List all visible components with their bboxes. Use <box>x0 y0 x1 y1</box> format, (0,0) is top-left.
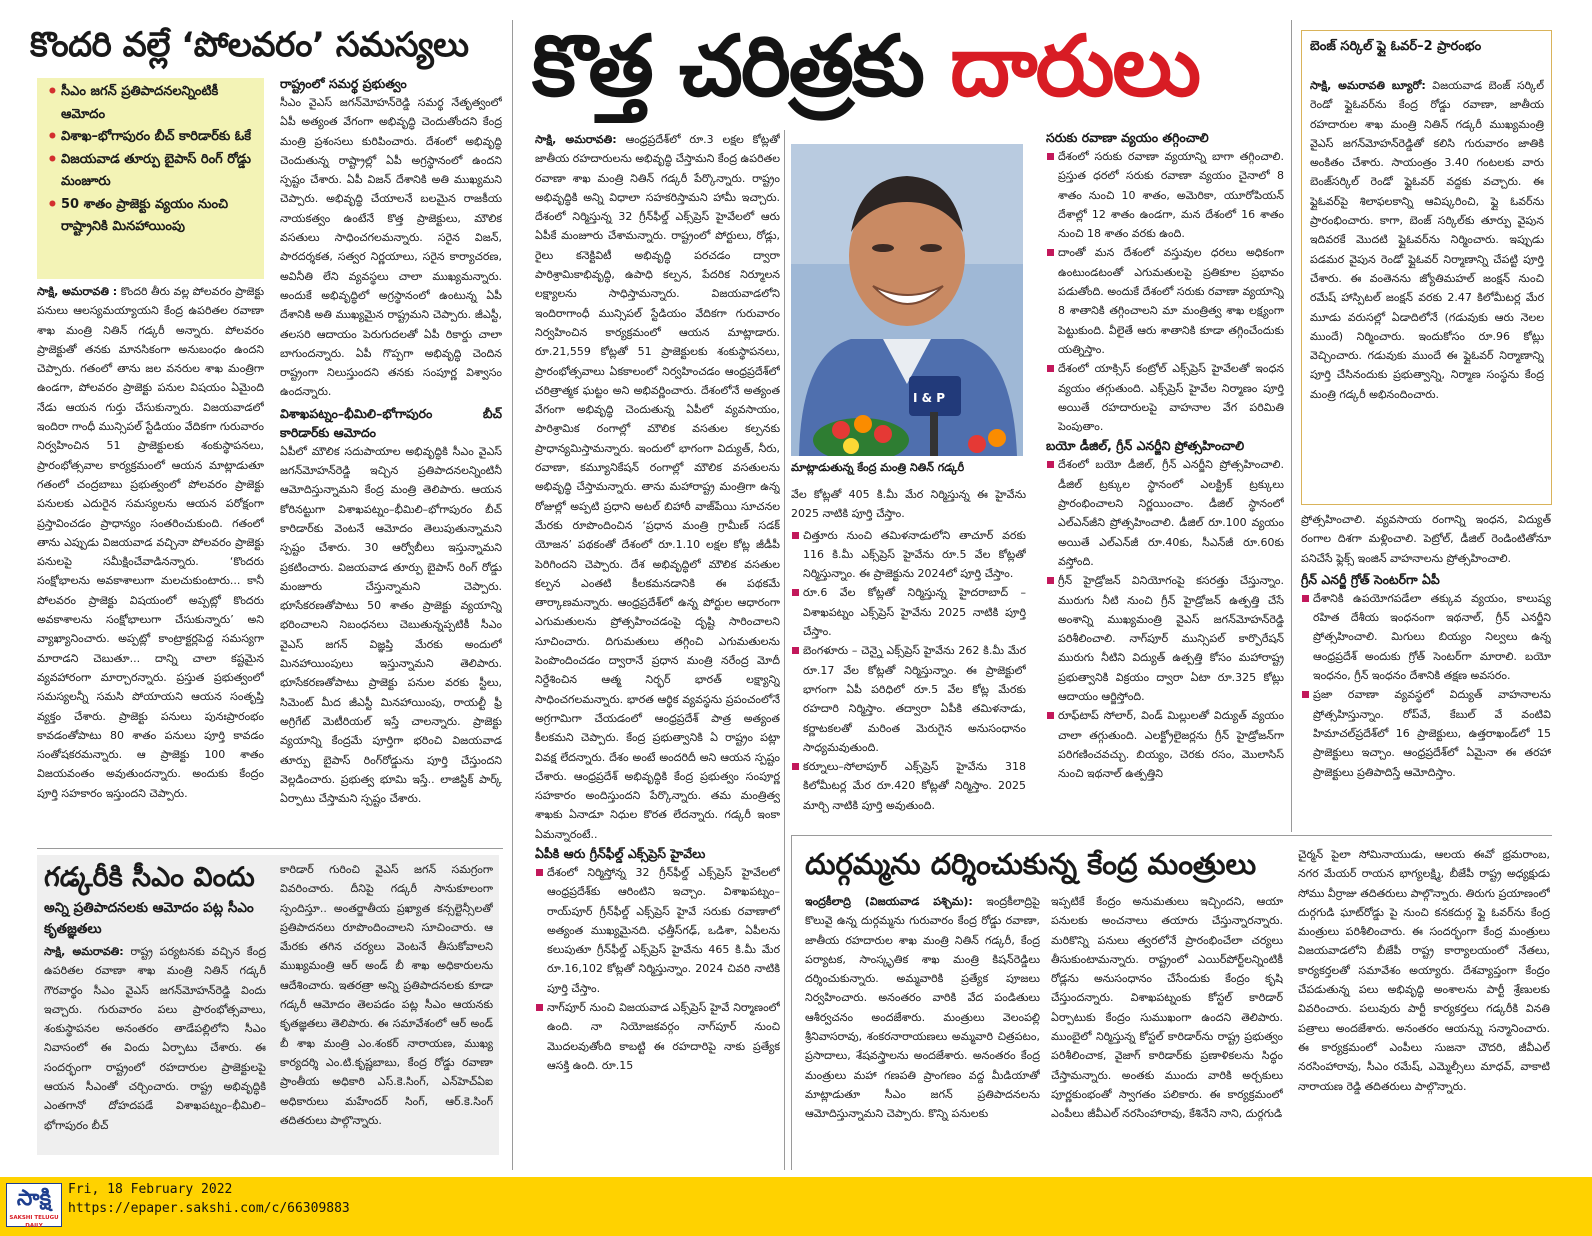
bullet-item: దేశంలో సరుకు రవాణా వ్యయాన్ని బాగా తగ్గించాలి. ప్రస్తుత ధరలో సరుకు రవాణా వ్యయం చైనాలో 8 శాతం నుంచి 10 శాతం, అమెరికా, యూరోపియన్‌ దేశాల్లో 12 శాతం ఉండగా, మన దేశంలో 16 శాతం నుంచి 18 శాతం వరకు ఉంది. <box>1046 147 1284 243</box>
sakshi-logo[interactable] <box>6 1183 62 1227</box>
bullet-item: దేశంలో నిర్మిస్తోన్న 32 గ్రీన్‌ఫీల్డ్‌ ఎక్స్‌ప్రెస్‌ హైవేలలో ఆంధ్రప్రదేశ్‌కు ఆరింటిని ఇచ్చాం. విశాఖపట్నం–రాయ్‌పూర్‌ గ్రీన్‌ఫీల్డ్‌ ఎక్స్‌ప్రెస్‌ హైవే సరుకు రవాణాలో అత్యంత ముఖ్యమైనది. ఛత్తీస్‌గఢ్, ఒడిశా, ఏపీలను కలుపుతూ గ్రీన్‌ఫీల్డ్‌ ఎక్స్‌ప్రెస్‌ హైవేను 465 కి.మీ మేర రూ.16,102 కోట్లతో నిర్మిస్తున్నాం. 2024 చివరి నాటికి పూర్తి చేస్తాం. <box>535 863 780 998</box>
gadkari-dinner-column-1 <box>44 942 266 1150</box>
column-divider <box>1291 20 1292 832</box>
bullet-item: రూ.6 వేల కోట్లతో నిర్మిస్తున్న హైదరాబాద్‌ – విశాఖపట్నం ఎక్స్‌ప్రెస్‌ హైవేను 2025 నాటికి పూర్తి చేస్తాం. <box>791 583 1026 641</box>
durga-story-column-2 <box>1051 892 1283 1170</box>
dateline: సాక్షి, అమరావతి : <box>37 285 118 298</box>
banner-text-black: కొత్త చరిత్రకు <box>532 17 923 115</box>
gadkari-dinner-subheading: అన్ని ప్రతిపాదనలకు ఆమోదం పట్ల సీఎం కృతజ్ఞతలు <box>44 900 254 937</box>
highlight-item: • విజయవాడ తూర్పు బైపాస్‌ రింగ్‌ రోడ్డు మంజూరు <box>47 149 256 194</box>
left-story-headline: కొందరి వల్లే ‘పోలవరం’ సమస్యలు <box>30 25 469 65</box>
subheading: ఏపీకి ఆరు గ్రీన్‌ఫీల్డ్‌ ఎక్స్‌ప్రెస్‌ హైవేలు <box>535 845 706 861</box>
portrait-illustration <box>791 144 1023 456</box>
article-text: ఏపీలో మౌలిక సదుపాయాల అభివృద్ధికి సీఎం వైఎస్‌ జగన్‌మోహన్‌రెడ్డి ఇచ్చిన ప్రతిపాదనలన్నింటినీ ఆమోదిస్తున్నామని కేంద్ర మంత్రి తెలిపారు. ఆయన కోరినట్టుగా విశాఖపట్నం–భీమిలి–భోగాపురం బీచ్‌ కారిడార్‌కు వెంటనే ఆమోదం తెలుపుతున్నామని స్పష్టం చేశారు. 30 ఆర్వోబీలు ఇస్తున్నామని ప్రకటించారు. విజయవాడ తూర్పు బైపాస్‌ రింగ్‌ రోడ్డు మంజూరు చేస్తున్నామని చెప్పారు. భూసేకరణతోపాటు 50 శాతం ప్రాజెక్టు వ్యయాన్ని భరించాలని నిబంధనలు చెబుతున్నప్పటికీ సీఎం వైఎస్‌ జగన్‌ విజ్ఞప్తి మేరకు అందులో మినహాయింపులు ఇస్తున్నామని తెలిపారు. భూసేకరణతోపాటు ప్రాజెక్టు పనుల వరకు స్టీలు, సిమెంట్‌ మీద జీఎస్టీ మినహాయింపు, రాయల్టీ ఫ్రీ అగ్రిగేట్‌ మెటీరియల్‌ ఇస్తే చాలన్నారు. ప్రాజెక్టు వ్యయాన్ని కేంద్రమే పూర్తిగా భరించి విజయవాడ తూర్పు బైపాస్‌ రింగ్‌రోడ్డును పూర్తి చేస్తుందని వెల్లడించారు. ప్రభుత్వ భూమి ఇస్తే.. లాజిస్టిక్‌ పార్క్‌ ఏర్పాటు చేస్తామని స్పష్టం చేశారు. <box>280 444 502 806</box>
article-text: ప్రోత్సహించాలి. వ్యవసాయ రంగాన్ని ఇంధన, విద్యుత్‌ రంగాల దిశగా మళ్లించాలి. పెట్రోల్, డీజిల్‌ రెండింటితోనూ పనిచేసే ఫ్లెక్స్‌ ఇంజిన్‌ వాహనాలను ప్రోత్సహించాలి. <box>1301 513 1551 565</box>
bullet-item: దాంతో మన దేశంలో వస్తువుల ధరలు అధికంగా ఉంటుండటంతో ఎగుమతులపై ప్రతికూల ప్రభావం పడుతోంది. అందుకే దేశంలో సరుకు రవాణా వ్యయాన్ని 8 శాతానికి తగ్గించాలని మా మంత్రిత్వ శాఖ లక్ష్యంగా పెట్టుకుంది. వీలైతే ఆరు శాతానికి కూడా తగ్గించేందుకు యత్నిస్తాం. <box>1046 243 1284 359</box>
section-divider <box>37 848 503 849</box>
banner-text-red: దారులు <box>950 17 1200 115</box>
box-border <box>791 835 792 1170</box>
main-story-column-1 <box>535 130 780 1170</box>
highlight-item: • సీఎం జగన్‌ ప్రతిపాదనలన్నింటికీ ఆమోదం <box>47 81 256 126</box>
article-text: సీఎం వైఎస్‌ జగన్‌మోహన్‌రెడ్డి సమర్థ నేతృత్వంలో ఏపీ అత్యంత వేగంగా అభివృద్ధి చెందుతోందని కేంద్ర మంత్రి ప్రశంసలు కురిపించారు. దేశంలో అభివృద్ధి చెందుతున్న రాష్ట్రాల్లో ఏపీ అగ్రస్థానంలో ఉందని స్పష్టం చేశారు. ఏపీ విజన్‌ దేశానికి అతి ముఖ్యమని చెప్పారు. అభివృద్ధి చేయాలనే బలమైన రాజకీయ నాయకత్వం ఉంటేనే కొత్త ప్రాజెక్టులు, మౌలిక వసతులు సాధించగలమన్నారు. సరైన విజన్, పారదర్శకత, సత్వర నిర్ణయాలు, సరైన కార్యాచరణ, అవినీతి లేని వ్యవస్థలు చాలా ముఖ్యమన్నారు. అందుకే అభివృద్ధిలో అగ్రస్థానంలో ఉంటున్న ఏపీ దేశానికి అతి ముఖ్యమైన రాష్ట్రమని చెప్పారు. జీఎస్టీ, తలసరి ఆదాయం పెరుగుదలతో ఏపీ రికార్డు చాలా బాగుందన్నారు. ఏపీ గొప్పగా అభివృద్ధి చెందిన రాష్ట్రంగా నిలుస్తుందని తనకు సంపూర్ణ విశ్వాసం ఉందన్నారు. <box>280 96 502 399</box>
subheading: రాష్ట్రంలో సమర్థ ప్రభుత్వం <box>280 76 407 91</box>
main-banner-headline <box>532 16 1292 116</box>
left-story-column-2 <box>280 74 502 844</box>
epaper-footer <box>0 1177 1592 1236</box>
article-text: కారిడార్‌ గురించి వైఎస్‌ జగన్‌ సమగ్రంగా వివరించారు. దీనిపై గడ్కరీ సానుకూలంగా స్పందిస్తూ.. అంతర్జాతీయ ప్రఖ్యాత కన్సల్టెన్సీలతో ప్రతిపాదనలు రూపొందించాలని సూచించారు. ఆ మేరకు తగిన చర్యలు వెంటనే తీసుకోవాలని ముఖ్యమంత్రి ఆర్‌ అండ్‌ బీ శాఖ అధికారులను ఆదేశించారు. ఇతరత్రా అన్ని ప్రతిపాదనలకు కూడా గడ్కరీ ఆమోదం తెలపడం పట్ల సీఎం ఆయనకు కృతజ్ఞతలు తెలిపారు. ఈ సమావేశంలో ఆర్‌ అండ్‌ బీ శాఖ మంత్రి ఎం.శంకర్‌ నారాయణ, ముఖ్య కార్యదర్శి ఎం.టి.కృష్ణబాబు, కేంద్ర రోడ్డు రవాణా ప్రాంతీయ అధికారి ఎస్‌.కె.సింగ్, ఎన్‌హెచ్‌ఏఐ అధికారులు మహేందర్‌ సింగ్, ఆర్‌.కె.సింగ్‌ తదితరులు పాల్గొన్నారు. <box>280 863 493 1127</box>
dateline: సాక్షి, అమరావతి: <box>44 945 124 958</box>
main-story-column-2 <box>791 485 1026 830</box>
bullet-item: చిత్తూరు నుంచి తమిళనాడులోని తాచూర్‌ వరకు 116 కి.మీ ఎక్స్‌ప్రెస్‌ హైవేను రూ.5 వేల కోట్లతో నిర్మిస్తున్నాం. ఈ ప్రాజెక్టును 2024లో పూర్తి చేస్తాం. <box>791 526 1026 584</box>
left-story-highlights <box>37 78 264 279</box>
section-divider <box>791 835 1552 836</box>
bullet-item: దేశంలో యాక్సిస్‌ కంట్రోల్‌ ఎక్స్‌ప్రెస్‌ హైవేలతో ఇంధన వ్యయం తగ్గుతుంది. ఎక్స్‌ప్రెస్‌ హైవేల నిర్మాణం పూర్తి అయితే రహదారులపై వాహనాల వేగ పరిమితి పెంపుతాం. <box>1046 359 1284 436</box>
durga-story-column-1 <box>805 892 1040 1170</box>
benz-circle-column <box>1310 76 1544 500</box>
bullet-item: రూఫ్‌టాప్‌ సోలార్, విండ్‌ మిల్లులతో విద్యుత్‌ వ్యయం చాలా తగ్గుతుంది. ఎలక్ట్రోలైజర్లను గ్రీన్‌ హైడ్రోజన్‌గా పరిగణించవచ్చు. బియ్యం, చెరకు రసం, మొలాసిస్‌ నుంచి ఇథనాల్‌ ఉత్పత్తిని <box>1046 706 1284 783</box>
bullet-item: కర్నూలు–సోలాపూర్‌ ఎక్స్‌ప్రెస్‌ హైవేను 318 కిలోమీటర్ల మేర రూ.420 కోట్లతో నిర్మిస్తాం. 2025 మార్చి నాటికి పూర్తి అవుతుంది. <box>791 757 1026 815</box>
bullet-item: గ్రీన్‌ హైడ్రోజన్‌ వినియోగంపై కసరత్తు చేస్తున్నాం. మురుగు నీటి నుంచి గ్రీన్‌ హైడ్రోజన్‌ ఉత్పత్తి చేసే అంశాన్ని ముఖ్యమంత్రి వైఎస్‌ జగన్‌మోహన్‌రెడ్డి పరిశీలించాలి. నాగ్‌పూర్‌ మున్సిపల్‌ కార్పొరేషన్‌ మురుగు నీటిని విద్యుత్‌ ఉత్పత్తి కోసం మహారాష్ట్ర ప్రభుత్వానికి విక్రయం ద్వారా ఏటా రూ.325 కోట్లు ఆదాయం ఆర్జిస్తోంది. <box>1046 571 1284 706</box>
epaper-link[interactable]: https://epaper.sakshi.com/c/66309883 <box>68 1201 350 1216</box>
photo-caption: మాట్లాడుతున్న కేంద్ర మంత్రి నితిన్‌ గడ్కరీ <box>791 461 965 474</box>
gadkari-dinner-headline: గడ్కరీకి సీఎం విందు <box>44 862 255 893</box>
logo-wordmark: సాక్షి <box>16 1186 52 1211</box>
bullet-item: ప్రజా రవాణా వ్యవస్థలో విద్యుత్‌ వాహనాలను ప్రోత్సహిస్తున్నాం. రోప్‌వే, కేబుల్‌ వే వంటివి హిమాచల్‌ప్రదేశ్‌లో 16 ప్రాజెక్టులు, ఉత్తరాఖండ్‌లో 15 ప్రాజెక్టులు ఇచ్చాం. ఆంధ్రప్రదేశ్‌లో ఏమైనా ఈ తరహా ప్రాజెక్టులు ప్రతిపాదిస్తే ఆమోదిస్తాం. <box>1301 685 1551 781</box>
dateline: సాక్షి, అమరావతి బ్యూరో: <box>1310 79 1426 92</box>
dateline: సాక్షి, అమరావతి: <box>535 133 617 146</box>
bullet-item: నాగ్‌పూర్‌ నుంచి విజయవాడ ఎక్స్‌ప్రెస్‌ హైవే నిర్మాణంలో ఉంది. నా నియోజకవర్గం నాగ్‌పూర్‌ నుంచి మొదలవుతోంది కాబట్టి ఈ రహదారిపై నాకు ప్రత్యేక ఆసక్తి ఉంది. రూ.15 <box>535 998 780 1075</box>
benz-circle-headline: బెంజ్‌ సర్కిల్‌ ఫ్లై ఓవర్‌–2 ప్రారంభం <box>1310 39 1482 54</box>
main-story-column-4 <box>1301 510 1551 832</box>
gadkari-photo <box>791 144 1023 456</box>
dateline: ఇంద్రకీలాద్రి (విజయవాడ పశ్చిమ): <box>805 895 973 908</box>
left-story-column-1 <box>37 282 264 840</box>
highlight-item: • విశాఖ–భోగాపురం బీచ్‌ కారిడార్‌కు ఓకే <box>47 126 256 149</box>
article-text: వేల కోట్లతో 405 కి.మీ మేర నిర్మిస్తున్న ఈ హైవేను 2025 నాటికి పూర్తి చేస్తాం. <box>791 488 1026 521</box>
article-text: కొందరి తీరు వల్ల పోలవరం ప్రాజెక్టు పనులు ఆలస్యమయ్యాయని కేంద్ర ఉపరితల రవాణా శాఖ మంత్రి నితిన్‌ గడ్కరీ అన్నారు. పోలవరం ప్రాజెక్టుతో తనకు మానసికంగా అనుబంధం ఉందని చెప్పారు. గతంలో తాను జల వనరుల శాఖ మంత్రిగా ఉండగా, పోలవరం ప్రాజెక్టు పనుల విషయం ఏమైంది నేడు ఆయన గుర్తు చేసుకున్నారు. విజయవాడలో ఇందిరా గాంధీ మున్సిపల్‌ స్టేడియం వేదికగా గురువారం నిర్వహించిన 51 ప్రాజెక్టులకు శంకుస్థాపనలు, ప్రారంభోత్సవాల కార్యక్రమంలో ఆయన మాట్లాడుతూ గతంలో చంద్రబాబు ప్రభుత్వంలో పోలవరం ప్రాజెక్టు పనులకు ఎదురైన సమస్యలను ఆయన పరోక్షంగా ప్రస్తావించడం ప్రాధాన్యం సంతరించుకుంది. గతంలో తాను ఎప్పుడు విజయవాడ వచ్చినా పోలవరం ప్రాజెక్టు పనులపై సమీక్షించేవాడినన్నారు. ‘కొందరు సంక్షోభాలను అవకాశాలుగా మలచుకుంటారు... కానీ పోలవరం ప్రాజెక్టు విషయంలో అప్పట్లో కొందరు అవకాశాలను సంక్షోభాలుగా చేసుకున్నారు’ అని వ్యాఖ్యానించారు. అప్పట్లో కాంట్రాక్టర్లపెద్ద సమస్యగా మారాడని చెబుతూ... దాన్ని చాలా కష్టమైన వ్యవహారంగా మార్చారన్నారు. ప్రస్తుత ప్రభుత్వంలో సమస్యలన్నీ సమసి పోయాయని ఆయన సంతృప్తి వ్యక్తం చేశారు. ప్రాజెక్టు పనులు పునఃప్రారంభం కావడంతోపాటు 80 శాతం పనులు పూర్తి కావడం సంతోషకరమన్నారు. ఆ ప్రాజెక్టు 100 శాతం విజయవంతం అవుతుందన్నారు. అందుకు కేంద్రం పూర్తి సహకారం ఇస్తుందని చెప్పారు. <box>37 285 264 800</box>
article-text: ఇంద్రకీలాద్రిపై కొలువై ఉన్న దుర్గమ్మను గురువారం కేంద్ర రోడ్డు రవాణా, జాతీయ రహదారుల శాఖ మంత్రి నితిన్‌ గడ్కరీ, కేంద్ర పర్యాటక, సాంస్కృతిక శాఖ మంత్రి కిషన్‌రెడ్డిలు దర్శించుకున్నారు. అమ్మవారికి ప్రత్యేక పూజలు నిర్వహించారు. అనంతరం వారికి వేద పండితులు ఆశీర్వచనం అందజేశారు. మంత్రులు వెలంపల్లి శ్రీనివాసరావు, శంకరనారాయణలు అమ్మవారి చిత్రపటం, ప్రసాదాలు, శేషవస్త్రాలను అందజేశారు. అనంతరం కేంద్ర మంత్రులు మహా గణపతి ప్రాంగణం వద్ద మీడియాతో మాట్లాడుతూ సీఎం జగన్‌ ప్రతిపాదనలను ఆమోదిస్తున్నామని చెప్పారు. కొన్ని పనులకు <box>805 895 1040 1121</box>
article-text: చైర్మన్‌ పైలా సోమినాయుడు, ఆలయ ఈవో భ్రమరాంబ, నగర మేయర్‌ రాయన భాగ్యలక్ష్మి, బీజేపీ రాష్ట్ర అధ్యక్షుడు సోము వీర్రాజు తదితరులు పాల్గొన్నారు. తిరుగు ప్రయాణంలో దుర్గగుడి ఘాట్‌రోడ్డు పై నుంచి కనకదుర్గ ఫ్లై ఓవర్‌ను కేంద్ర మంత్రులు పరిశీలించారు. ఈ సందర్భంగా కేంద్ర మంత్రులు విజయవాడలోని బీజేపీ రాష్ట్ర కార్యాలయంలో నేతలు, కార్యకర్తలతో సమావేశం అయ్యారు. దేశవ్యాప్తంగా కేంద్రం చేపడుతున్న పలు అభివృద్ధి అంశాలను పార్టీ శ్రేణులకు వివరించారు. పలువురు పార్టీ కార్యకర్తలు గడ్కరీకి వినతి పత్రాలు అందజేశారు. అనంతరం ఆయన్ను సన్మానించారు. ఈ కార్యక్రమంలో ఎంపీలు సుజనా చౌదరి, జీవీఎల్‌ నరసింహారావు, సీఎం రమేష్, ఎమ్మెల్సీలు మాధవ్, వాకాటి నారాయణ రెడ్డి తదితరులు పాల్గొన్నారు. <box>1298 848 1550 1093</box>
durga-story-column-3 <box>1298 845 1550 1170</box>
subheading: సరుకు రవాణా వ్యయం తగ్గించాలి <box>1046 130 1209 145</box>
article-text: రాష్ట్ర పర్యటనకు వచ్చిన కేంద్ర ఉపరితల రవాణా శాఖ మంత్రి నితిన్‌ గడ్కరీ గౌరవార్థం సీఎం వైఎస్‌ జగన్‌మోహన్‌రెడ్డి విందు ఇచ్చారు. గురువారం పలు ప్రారంభోత్సవాలు, శంకుస్థాపనల అనంతరం తాడేపల్లిలోని సీఎం నివాసంలో ఈ విందు ఏర్పాటు చేశారు. ఈ సందర్భంగా రాష్ట్రంలో రహదారుల ప్రాజెక్టులపై ఆయన సీఎంతో చర్చించారు. రాష్ట్ర అభివృద్ధికి ఎంతగానో దోహదపడే విశాఖపట్నం–భీమిలి–భోగాపురం బీచ్‌ <box>44 945 266 1132</box>
bullet-item: బెంగళూరు – చెన్నై ఎక్స్‌ప్రెస్‌ హైవేను 262 కి.మీ మేర రూ.17 వేల కోట్లతో నిర్మిస్తున్నాం. ఈ ప్రాజెక్టులో భాగంగా ఏపీ పరిధిలో రూ.5 వేల కోట్ల మేరకు రహదారి నిర్మిస్తాం. తద్వారా ఏపీకి తమిళనాడు, కర్ణాటకలతో మరింత మెరుగైన అనుసంధానం సాధ్యమవుతుంది. <box>791 641 1026 757</box>
article-text: ఇప్పటికే కేంద్రం అనుమతులు ఇచ్చిందని, ఆయా పనులకు అంచనాలు తయారు చేస్తున్నారన్నారు. మరికొన్ని పనులు త్వరలోనే ప్రారంభించేలా చర్యలు తీసుకుంటామన్నారు. రాష్ట్రంలో ఎయిర్‌పోర్ట్‌లన్నింటికీ రోడ్లను అనుసంధానం చేసేందుకు కేంద్రం కృషి చేస్తుందన్నారు. విశాఖపట్నంకు కోస్టల్‌ కారిడార్‌ ఏర్పాటుకు కేంద్రం సుముఖంగా ఉందని తెలిపారు. ముంబైలో నిర్మిస్తున్న కోస్టల్‌ కారిడార్‌ను రాష్ట్ర ప్రభుత్వం పరిశీలించాక, వైజాగ్‌ కారిడార్‌కు ప్రణాళికలను సిద్ధం చేస్తామన్నారు. అంతకు ముందు వారికి అర్చకులు పూర్ణకుంభంతో స్వాగతం పలికారు. ఈ కార్యక్రమంలో ఎంపీలు జీవీఎల్‌ నరసింహారావు, కేశినేని నాని, దుర్గగుడి <box>1051 895 1283 1121</box>
subheading: విశాఖపట్నం–భీమిలి–భోగాపురం బీచ్‌ కారిడార్‌కు ఆమోదం <box>280 405 502 440</box>
column-divider <box>784 130 785 1170</box>
main-story-column-3 <box>1046 128 1284 830</box>
subheading: బయో డీజిల్, గ్రీన్‌ ఎనర్జీని ప్రోత్సహించాలి <box>1046 438 1245 454</box>
bullet-item: దేశంలో బయో డీజిల్, గ్రీన్‌ ఎనర్జీని ప్రోత్సహించాలి. డీజిల్‌ ట్రక్కుల స్థానంలో ఎలక్ట్రిక్‌ ట్రక్కులు ప్రారంభించాలని నిర్ణయించాం. డీజిల్‌ స్థానంలో ఎల్‌ఎన్‌జీని ప్రోత్సహించాలి. డీజిల్‌ రూ.100 వ్యయం అయితే ఎల్‌ఎన్‌జీ రూ.40కు, సీఎన్‌జీ రూ.60కు వస్తోంది. <box>1046 455 1284 571</box>
edition-date: Fri, 18 February 2022 <box>68 1182 233 1197</box>
highlight-item: • 50 శాతం ప్రాజెక్టు వ్యయం నుంచి రాష్ట్రానికి మినహాయింపు <box>47 194 256 239</box>
article-text: ఆంధ్రప్రదేశ్‌లో రూ.3 లక్షల కోట్లతో జాతీయ రహదారులను అభివృద్ధి చేస్తామని కేంద్ర ఉపరితల రవాణా శాఖ మంత్రి నితిన్‌ గడ్కరీ పేర్కొన్నారు. రాష్ట్రం అభివృద్ధికి అన్ని విధాలా సహకరిస్తామని హామీ ఇచ్చారు. దేశంలో నిర్మిస్తున్న 32 గ్రీన్‌ఫీల్డ్‌ ఎక్స్‌ప్రెస్‌ హైవేలలో ఆరు ఏపీకే మంజూరు చేశామన్నారు. రాష్ట్రంలో పోర్టులు, రోడ్లు, రైలు కనెక్టివిటీ అభివృద్ధి పరచడం ద్వారా పారిశ్రామికాభివృద్ధి, ఉపాధి కల్పన, పేదరిక నిర్మూలన లక్ష్యాలను సాధిస్తామన్నారు. విజయవాడలోని ఇందిరాగాంధీ మున్సిపల్‌ స్టేడియం వేదికగా గురువారం నిర్వహించిన కార్యక్రమంలో ఆయన మాట్లాడారు. రూ.21,559 కోట్లతో 51 ప్రాజెక్టులకు శంకుస్థాపనలు, ప్రారంభోత్సవాలు ఏకకాలంలో నిర్వహించడం ఆంధ్రప్రదేశ్‌లో చరిత్రాత్మక ఘట్టం అని అభివర్ణించారు. దేశంలోనే అత్యంత వేగంగా అభివృద్ధి చెందుతున్న ఏపీలో వ్యవసాయం, పారిశ్రామిక రంగాల్లో మౌలిక వసతుల కల్పనకు ప్రాధాన్యమిస్తామన్నారు. ఇందులో భాగంగా విద్యుత్, నీరు, రవాణా, కమ్యూనికేషన్‌ రంగాల్లో మౌలిక వసతులను అభివృద్ధి చేస్తామన్నారు. తాను మహారాష్ట్ర మంత్రిగా ఉన్న రోజుల్లో అప్పటి ప్రధాని అటల్‌ బిహారీ వాజ్‌పేయి సూచనల మేరకు రూపొందించిన ‘ప్రధాన మంత్రి గ్రామీణ్‌ సడక్‌ యోజన’ పథకంతో దేశంలో రూ.1.10 లక్షల కోట్ల జీడీపీ పెరిగిందని చెప్పారు. దేశ అభివృద్ధిలో మౌలిక వసతుల కల్పన ఎంతటి కీలకమనడానికి ఈ పథకమే తార్కాణమన్నారు. ఆంధ్రప్రదేశ్‌లో ఉన్న పోర్టుల ఆధారంగా ఎగుమతులను ప్రోత్సహించడంపై దృష్టి సారించాలని సూచించారు. దిగుమతులు తగ్గించి ఎగుమతులను పెంపొందించడం ద్వారానే ప్రధాన మంత్రి నరేంద్ర మోదీ నిర్దేశించిన ఆత్మ నిర్భర్‌ భారత్‌ లక్ష్యాన్ని సాధించగలమన్నారు. భారత ఆర్థిక వ్యవస్థను ప్రపంచంలోనే అగ్రగామిగా చేయడంలో ఆంధ్రప్రదేశ్‌ పాత్ర అత్యంత కీలకమని చెప్పారు. కేంద్ర ప్రభుత్వానికి ఏ రాష్ట్రం పట్లా వివక్ష లేదన్నారు. దేశం అంటే అందరిదీ అని ఆయన స్పష్టం చేశారు. ఆంధ్రప్రదేశ్‌ అభివృద్ధికి కేంద్ర ప్రభుత్వం సంపూర్ణ సహకారం అందిస్తుందని పేర్కొన్నారు. తమ మంత్రిత్వ శాఖకు ఏనాడూ నిధుల కొరత లేదన్నారు. గడ్కరీ ఇంకా ఏమన్నారంటే.. <box>535 133 780 841</box>
mic-label: I & P <box>913 391 946 405</box>
column-divider <box>512 20 513 1170</box>
gadkari-dinner-column-2 <box>280 860 493 1150</box>
durga-story-headline: దుర్గమ్మను దర్శించుకున్న కేంద్ర మంత్రులు <box>805 847 1257 881</box>
subheading: గ్రీన్‌ ఎనర్జీ గ్రోత్‌ సెంటర్‌గా ఏపీ <box>1301 571 1440 587</box>
bullet-item: దేశానికి ఉపయోగపడేలా తక్కువ వ్యయం, కాలుష్య రహిత దేశీయ ఇంధనంగా ఇథనాల్, గ్రీన్‌ ఎనర్జీని ప్రోత్సహించాలి. మిగులు బియ్యం నిల్వలు ఉన్న ఆంధ్రప్రదేశ్‌ అందుకు గ్రోత్‌ సెంటర్‌గా మారాలి. బయో ఇంధనం, గ్రీన్‌ ఇంధనం దేశానికి తక్షణ అవసరం. <box>1301 589 1551 685</box>
article-text: విజయవాడ బెంజ్‌ సర్కిల్‌ రెండో ఫ్లైఓవర్‌ను కేంద్ర రోడ్డు రవాణా, జాతీయ రహదారుల శాఖ మంత్రి నితిన్‌ గడ్కరీ ముఖ్యమంత్రి వైఎస్‌ జగన్‌మోహన్‌రెడ్డితో కలిసి గురువారం జాతికి అంకితం చేశారు. సాయంత్రం 3.40 గంటలకు వారు బెంజ్‌సర్కిల్‌ రెండో ఫ్లైఓవర్‌ వద్దకు వచ్చారు. ఈ ఫ్లైఓవర్‌పై శిలాఫలకాన్ని ఆవిష్కరించి, ఫ్లై ఓవర్‌ను ప్రారంభించారు. కాగా, బెంజ్‌ సర్కిల్‌కు తూర్పు వైపున ఇదివరకే మొదటి ఫ్లైఓవర్‌ను నిర్మించారు. ఇప్పుడు పడమర వైపున రెండో ఫ్లైఓవర్‌ నిర్మాణాన్ని చేపట్టి పూర్తి చేశారు. ఈ వంతెనను జ్యోతిమహల్‌ జంక్షన్‌ నుంచి రమేష్‌ హాస్పిటల్‌ జంక్షన్‌ వరకు 2.47 కిలోమీటర్ల మేర మూడు వరుసల్లో ఏడాదిలోనే (గడువుకు ఆరు నెలల ముందే) నిర్మించారు. ఇందుకోసం రూ.96 కోట్లు వెచ్చించారు. గడువుకు ముందే ఈ ఫ్లైఓవర్‌ నిర్మాణాన్ని పూర్తి చేసినందుకు ప్రభుత్వాన్ని, నిర్మాణ సంస్థను కేంద్ర మంత్రి గడ్కరీ అభినందించారు. <box>1310 79 1544 401</box>
logo-tagline: SAKSHI TELUGU DAILY <box>9 1215 59 1229</box>
